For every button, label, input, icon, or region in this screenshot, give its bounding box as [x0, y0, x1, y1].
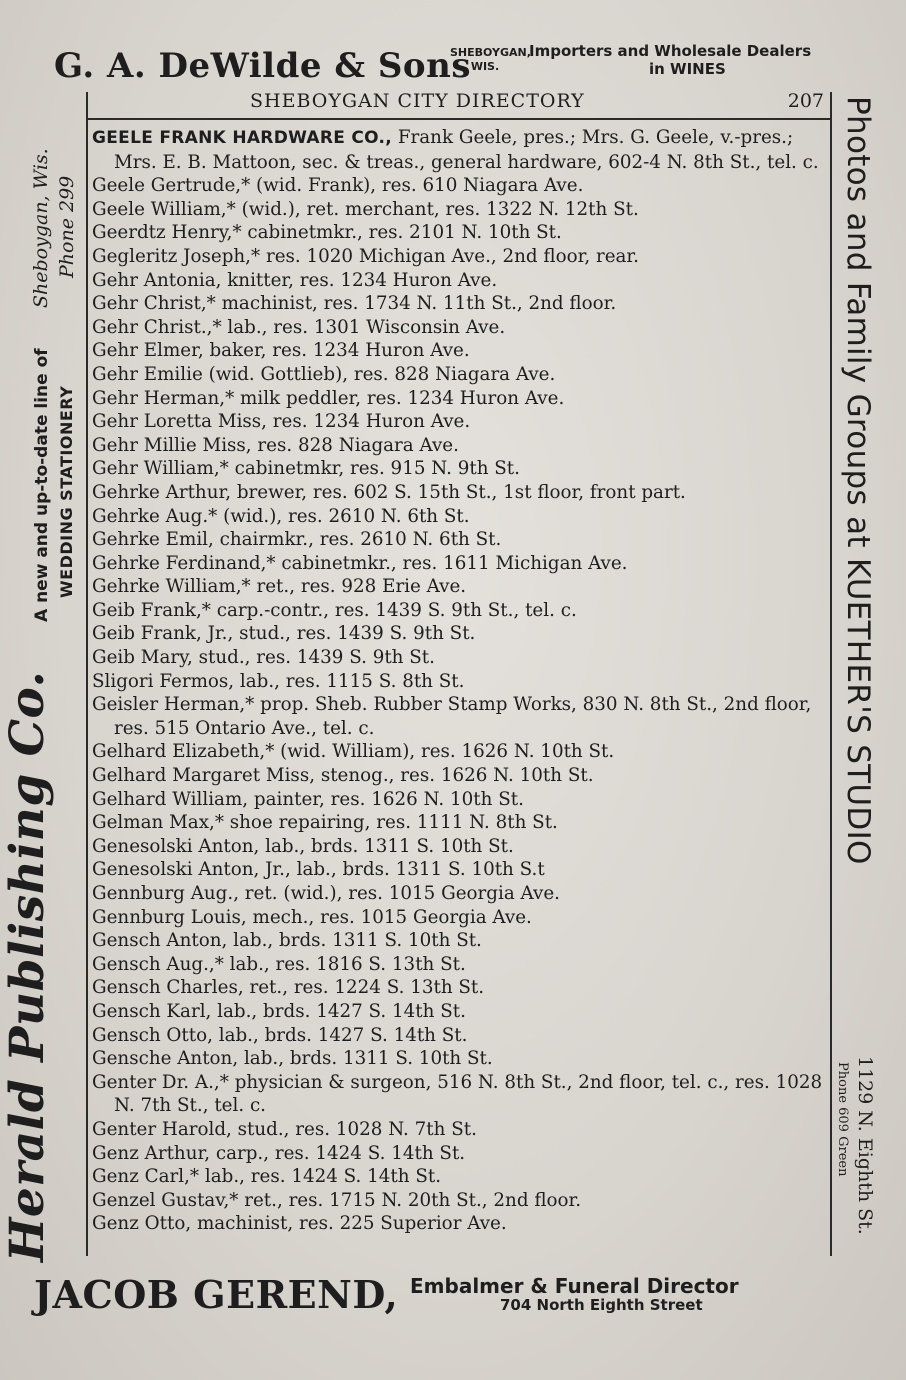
entry-name: Gennburg Louis, [92, 906, 247, 928]
entry-details: stud., res. 1439 S. 9th St. [233, 623, 476, 645]
directory-entry [92, 316, 830, 340]
directory-entry [92, 575, 830, 599]
directory-entry [92, 1165, 830, 1189]
directory-entry [92, 858, 830, 882]
directory-entry [92, 882, 830, 906]
entry-details: cabinetmkr., res. 2101 N. 10th St. [241, 222, 562, 244]
entry-name: Gehrke Arthur, [92, 481, 232, 503]
entry-details: stud., res. 1439 S. 9th St. [192, 647, 435, 669]
entry-name: Geisler Herman,* [92, 694, 255, 716]
directory-entry [92, 245, 830, 269]
left-rule [86, 92, 88, 1256]
top-ad-company-name: G. A. DeWilde & Sons [54, 46, 471, 86]
directory-entry [92, 1000, 830, 1024]
entry-details: prop. Sheb. Rubber Stamp Works, 830 N. 8th St., 2nd floor, res. 515 Ontario Ave., tel. c. [114, 694, 812, 739]
directory-entry [92, 693, 830, 740]
directory-entry [92, 481, 830, 505]
directory-title: SHEBOYGAN CITY DIRECTORY [250, 90, 585, 112]
entry-details: lab., brds. 1311 S. 10th St. [259, 835, 514, 857]
top-ad-tagline: Importers and Wholesale Dealers [529, 42, 812, 60]
entry-name: Genz Arthur, [92, 1142, 211, 1164]
entry-details: ret., res. 1224 S. 13th St. [243, 977, 485, 999]
entry-details: lab., res. 1301 Wisconsin Ave. [221, 316, 506, 338]
right-ad-address: 1129 N. Eighth St. [854, 1056, 876, 1235]
directory-entry [92, 292, 830, 316]
directory-entry [92, 646, 830, 670]
entry-details: stud., res. 1028 N. 7th St. [231, 1118, 477, 1140]
entry-name: Gelman Max,* [92, 812, 224, 834]
directory-entry [92, 126, 830, 174]
entry-details: ret. (wid.), res. 1015 Georgia Ave. [239, 883, 560, 904]
entry-details: Frank Geele, pres.; Mrs. G. Geele, v.-pres.; Mrs. E. B. Mattoon, sec. & treas., general hardware, 602-4 N. 8th St., tel. c. [114, 127, 819, 173]
entry-details: (wid.), ret. merchant, res. 1322 N. 12th St. [235, 198, 639, 220]
top-ad-city-line2: WIS. [470, 60, 500, 73]
entry-details: chairmkr., res. 2610 N. 6th St. [213, 529, 502, 551]
entry-details: brewer, res. 602 S. 15th St., 1st floor, front part. [231, 481, 686, 503]
entry-name: Gensch Charles, [92, 977, 244, 999]
entry-name: Gehr Millie Miss, [92, 434, 252, 456]
entry-name: Genesolski Anton, Jr., [92, 859, 291, 881]
entry-details: lab., brds. 1311 S. 10th S.t [290, 859, 545, 881]
directory-entry [92, 1118, 830, 1142]
bottom-ad-line2: 704 North Eighth Street [500, 1296, 703, 1314]
directory-entry [92, 198, 830, 222]
entry-details: milk peddler, res. 1234 Huron Ave. [234, 387, 565, 409]
directory-entry [92, 434, 830, 458]
entry-name: Gehrke Aug.* [92, 505, 218, 527]
entry-name: Gehr Elmer, [92, 340, 204, 362]
directory-entry [92, 811, 830, 835]
entry-name: Gehrke William,* [92, 576, 251, 598]
entry-details: painter, res. 1626 N. 10th St. [248, 788, 524, 810]
entry-details: physician & surgeon, 516 N. 8th St., 2nd floor, tel. c., res. 1028 N. 7th St., tel. c. [114, 1071, 823, 1117]
entry-details: (wid.), res. 2610 N. 6th St. [217, 505, 470, 527]
entry-details: res. 828 Niagara Ave. [251, 434, 459, 456]
directory-entry [92, 410, 830, 434]
entry-details: ret., res. 1715 N. 20th St., 2nd floor. [238, 1189, 582, 1211]
entry-name: Gehrke Emil, [92, 529, 214, 551]
entry-name: Sligori Fermos, [92, 670, 235, 692]
entry-details: stenog., res. 1626 N. 10th St. [315, 765, 594, 787]
directory-entries [92, 126, 830, 1236]
right-ad-studio: Photos and Family Groups at KUETHER'S STUDIO [840, 96, 876, 865]
directory-entry [92, 953, 830, 977]
directory-entry [92, 835, 830, 859]
entry-details: mech., res. 1015 Georgia Ave. [246, 906, 532, 928]
entry-name: Genesolski Anton, [92, 835, 260, 857]
entry-details: (wid. Gottlieb), res. 828 Niagara Ave. [202, 363, 556, 385]
left-ad-phone: Phone 299 [56, 175, 78, 278]
entry-name: Gensch Otto, [92, 1024, 213, 1046]
entry-name: Genter Harold, [92, 1118, 232, 1140]
left-ad-publisher: Herald Publishing Co. [0, 670, 55, 1262]
entry-name: Gehr Christ,* [92, 293, 216, 315]
entry-name: Gehr William,* [92, 458, 229, 480]
entry-name: Gensch Karl, [92, 1000, 212, 1022]
entry-name: Gelhard Elizabeth,* [92, 741, 275, 763]
directory-entry [92, 457, 830, 481]
directory-entry [92, 976, 830, 1000]
entry-name: Gensch Aug.,* [92, 953, 224, 975]
entry-name: Gehr Herman,* [92, 387, 235, 409]
directory-entry [92, 740, 830, 764]
entry-name: Gelhard Margaret Miss, [92, 765, 316, 787]
entry-name: GEELE FRANK HARDWARE CO., [92, 128, 393, 148]
directory-entry [92, 174, 830, 198]
entry-details: (wid. Frank), res. 610 Niagara Ave. [250, 175, 584, 197]
bottom-ad-name: JACOB GEREND, [34, 1272, 399, 1317]
bottom-ad-line1: Embalmer & Funeral Director [410, 1274, 739, 1298]
entry-details: carp.-contr., res. 1439 S. 9th St., tel. c. [210, 599, 577, 621]
entry-details: lab., brds. 1427 S. 14th St. [212, 1024, 468, 1046]
directory-entry [92, 764, 830, 788]
entry-details: ret., res. 928 Erie Ave. [250, 576, 467, 598]
entry-name: Gehrke Ferdinand,* [92, 552, 276, 574]
entry-details: baker, res. 1234 Huron Ave. [203, 340, 470, 362]
directory-entry [92, 622, 830, 646]
entry-name: Genz Carl,* [92, 1166, 200, 1188]
entry-name: Geele Gertrude,* [92, 175, 251, 197]
entry-details: lab., res. 1816 S. 13th St. [223, 953, 466, 975]
header-rule [86, 118, 832, 120]
entry-details: (wid. William), res. 1626 N. 10th St. [274, 741, 615, 763]
directory-entry [92, 269, 830, 293]
entry-name: Genzel Gustav,* [92, 1189, 239, 1211]
right-rule [830, 92, 832, 1256]
entry-name: Gehr Loretta Miss, [92, 411, 267, 433]
entry-details: lab., brds. 1427 S. 14th St. [211, 1000, 466, 1022]
directory-entry [92, 1024, 830, 1048]
entry-details: machinist, res. 225 Superior Ave. [191, 1213, 507, 1235]
entry-details: knitter, res. 1234 Huron Ave. [221, 269, 498, 291]
entry-name: Geib Frank,* [92, 599, 211, 621]
directory-entry [92, 505, 830, 529]
entry-name: Gensch Anton, [92, 930, 228, 952]
directory-entry [92, 387, 830, 411]
directory-entry [92, 528, 830, 552]
entry-name: Gelhard William, [92, 788, 249, 810]
entry-details: carp., res. 1424 S. 14th St. [210, 1142, 466, 1164]
directory-entry [92, 363, 830, 387]
directory-entry [92, 1212, 830, 1236]
directory-entry [92, 670, 830, 694]
entry-name: Geib Frank, Jr., [92, 623, 234, 645]
directory-entry [92, 552, 830, 576]
page-number: 207 [787, 90, 824, 112]
entry-name: Genz Otto, [92, 1213, 192, 1235]
entry-details: lab., res. 1115 S. 8th St. [234, 670, 465, 692]
left-ad-city: Sheboygan, Wis. [30, 148, 52, 308]
left-ad-line1: A new and up-to-date line of [32, 348, 52, 622]
top-advertisement [54, 42, 874, 92]
entry-name: Gennburg Aug., [92, 883, 239, 904]
entry-name: Geerdtz Henry,* [92, 222, 242, 244]
entry-details: lab., brds. 1311 S. 10th St. [238, 1048, 493, 1070]
entry-name: Genter Dr. A.,* [92, 1071, 229, 1093]
top-ad-tagline-2: in WINES [649, 60, 726, 78]
entry-details: shoe repairing, res. 1111 N. 8th St. [223, 812, 558, 834]
entry-name: Gegleritz Joseph,* [92, 245, 261, 267]
entry-details: lab., brds. 1311 S. 10th St. [227, 930, 482, 952]
entry-details: machinist, res. 1734 N. 11th St., 2nd floor. [215, 293, 617, 315]
entry-name: Gehr Antonia, [92, 269, 222, 291]
directory-entry [92, 1071, 830, 1118]
directory-entry [92, 929, 830, 953]
directory-entry [92, 788, 830, 812]
right-ad-phone: Phone 609 Green [835, 1062, 850, 1177]
left-ad-line2: WEDDING STATIONERY [57, 385, 76, 598]
bottom-advertisement [34, 1264, 854, 1324]
entry-name: Geele William,* [92, 198, 236, 220]
top-ad-city-line1: SHEBOYGAN, [450, 46, 531, 59]
page-header [90, 88, 830, 118]
entry-name: Gehr Emilie [92, 363, 203, 385]
entry-name: Gehr Christ.,* [92, 316, 222, 338]
directory-entry [92, 1047, 830, 1071]
entry-details: res. 1234 Huron Ave. [267, 411, 471, 433]
entry-details: res. 1020 Michigan Ave., 2nd floor, rear. [260, 245, 639, 267]
entry-details: cabinetmkr., res. 1611 Michigan Ave. [275, 552, 628, 574]
directory-entry [92, 339, 830, 363]
directory-entry [92, 906, 830, 930]
entry-name: Geib Mary, [92, 647, 193, 669]
directory-entry [92, 1189, 830, 1213]
top-ad-city [450, 46, 531, 74]
directory-entry [92, 1142, 830, 1166]
directory-entry [92, 599, 830, 623]
entry-details: cabinetmkr, res. 915 N. 9th St. [228, 458, 520, 480]
directory-entry [92, 221, 830, 245]
entry-name: Gensche Anton, [92, 1048, 239, 1070]
entry-details: lab., res. 1424 S. 14th St. [199, 1166, 442, 1188]
